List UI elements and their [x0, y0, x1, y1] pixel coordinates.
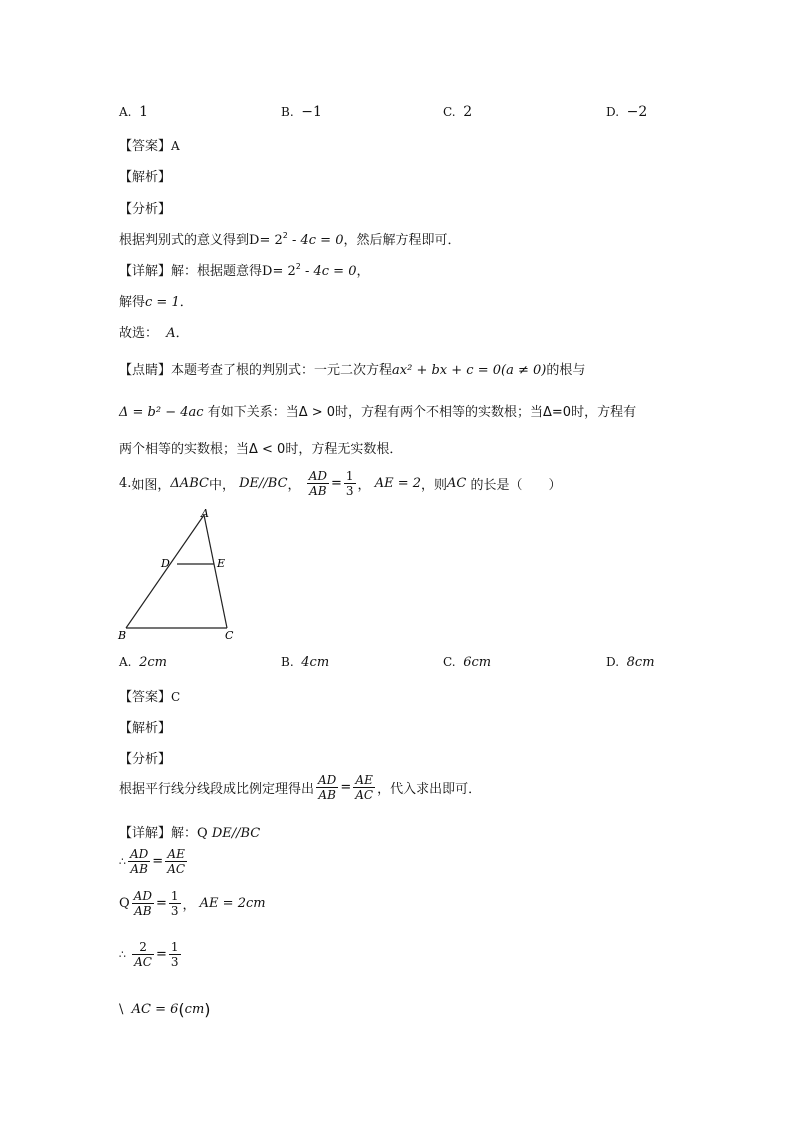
- q4-option-d: D. 8cm: [606, 655, 655, 670]
- q3-option-c: C. 2: [443, 104, 473, 120]
- q3-comment-line1: 【点睛】本题考查了根的判别式：一元二次方程ax² + bx + c = 0(a ≠ 0)的根与: [119, 363, 586, 378]
- q3-answer: 【答案】A: [119, 139, 180, 154]
- label-e: E: [217, 557, 226, 570]
- q4-triangle-figure: [110, 505, 250, 645]
- q3-option-a: A. 1: [119, 104, 149, 120]
- q3-comment-line3: 两个相等的实数根；当Δ < 0时，方程无实数根．: [119, 442, 403, 457]
- q4-step1: ∴ $\frac{AD}{AB}$ = $\frac{AE}{AC}$: [119, 847, 186, 876]
- q4-analysis-line: 根据平行线分线段成比例定理得出 $\frac{AD}{AB}$ = $\frac{AE}{AC}$ ，代入求出即可．: [119, 773, 482, 802]
- q4-stem-fraction-ad-ab: $\frac{AD}{AB}$: [308, 469, 327, 498]
- q3-fenxi-heading: 【分析】: [119, 202, 172, 217]
- q4-jiexi-heading: 【解析】: [119, 721, 172, 736]
- q4-option-b: B. 4cm: [281, 655, 330, 670]
- q4-answer: 【答案】C: [119, 690, 181, 705]
- label-b: B: [118, 629, 127, 642]
- q3-option-b: B. −1: [281, 104, 322, 120]
- q4-detail-line: 【详解】解：Q DE//BC: [119, 826, 261, 841]
- q4-step2: Q $\frac{AD}{AB}$ = $\frac{1}{3}$ ， AE = 2cm: [119, 889, 266, 918]
- side-ac: [204, 515, 227, 628]
- q3-jiexi-heading: 【解析】: [119, 170, 172, 185]
- q4-option-a: A. 2cm: [119, 655, 168, 670]
- label-a: A: [201, 507, 209, 520]
- q4-final: \ AC = 6 ( cm ): [119, 1000, 211, 1019]
- q3-analysis-line: 根据判别式的意义得到$D= 2^2 - 4c = 0$，然后解方程即可．: [119, 231, 461, 248]
- label-d: D: [161, 557, 170, 570]
- q3-detail-line: 【详解】解：根据题意得$D= 2^2 - 4c = 0$，: [119, 262, 370, 279]
- q3-option-d: D. −2: [606, 104, 648, 120]
- q4-stem-fraction-one-third: $\frac{1}{3}$: [345, 469, 354, 498]
- q4-option-c: C. 6cm: [443, 655, 492, 670]
- q4-step3: ∴ $\frac{2}{AC}$ = $\frac{1}{3}$: [119, 940, 179, 969]
- q3-solve-line: 解得c = 1．: [119, 295, 193, 310]
- q3-choose-line: 故选： A．: [119, 326, 189, 341]
- q3-comment-line2: Δ = b² − 4ac 有如下关系：当Δ > 0时，方程有两个不相等的实数根；当Δ=0时，方程有: [119, 405, 637, 420]
- side-ab: [126, 515, 204, 628]
- label-c: C: [225, 629, 234, 642]
- q4-fenxi-heading: 【分析】: [119, 752, 172, 767]
- q4-stem: 4. 如图， ΔABC 中， DE//BC ， $\frac{AD}{AB}$ = $\frac{1}{3}$ ， AE = 2 ，则 AC 的长是（ ）: [119, 469, 562, 498]
